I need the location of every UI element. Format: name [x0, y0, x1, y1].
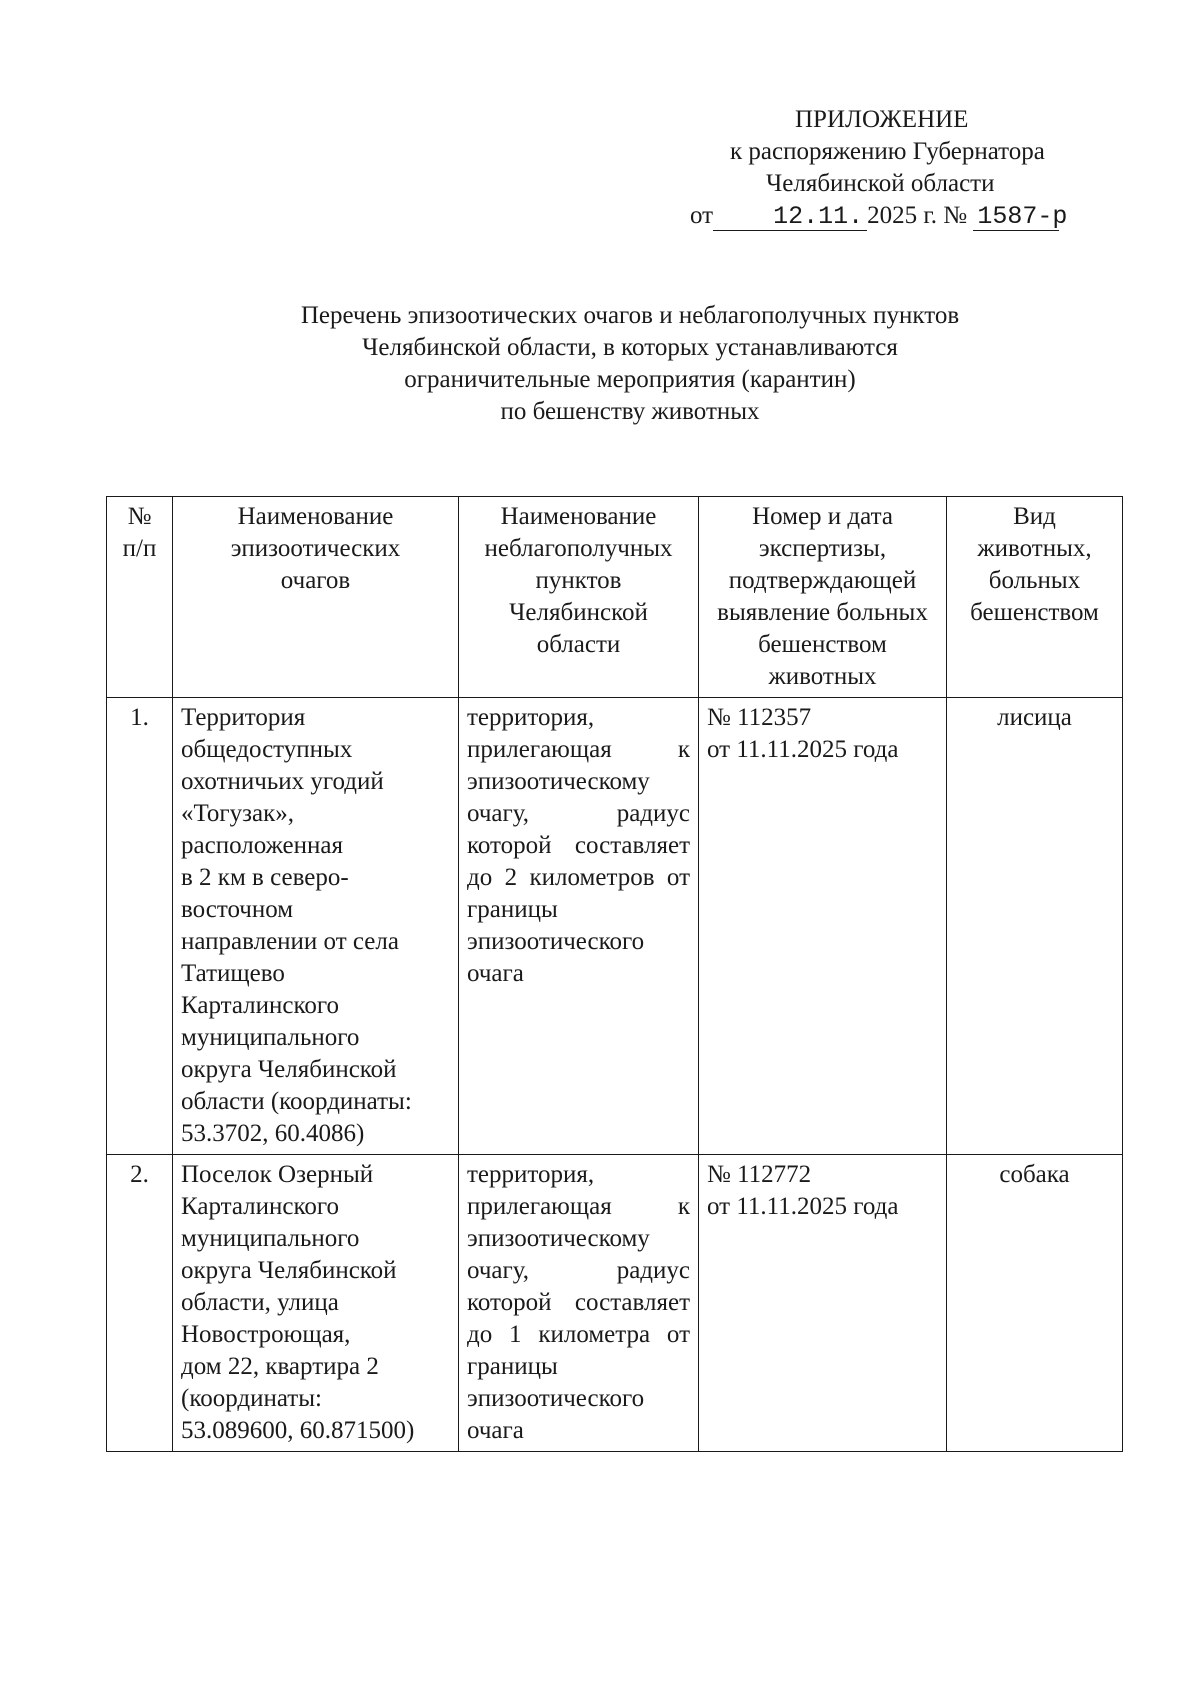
header-animal: Вид животных, больных бешенством: [947, 497, 1123, 698]
title-line-1: Перечень эпизоотических очагов и неблагополучных пунктов: [300, 302, 960, 329]
title-line-4: по бешенству животных: [500, 398, 760, 425]
row-number: 1.: [107, 698, 173, 1155]
appendix-block: [690, 104, 1110, 232]
appendix-region: Челябинской области: [766, 170, 995, 197]
date-suffix: 2025 г. №: [867, 202, 968, 229]
focus-cell: Территория общедоступных охотничьих угодий «Тогузак», расположенная в 2 км в северо- восточном направлении от села Татищево Карталинского муниципального округа Челябинской области (координаты: 53.3702, 60.4086): [173, 698, 459, 1155]
table-header-row: [107, 497, 1123, 698]
focus-cell: Поселок Озерный Карталинского муниципального округа Челябинской области, улица Новостроющая, дом 22, квартира 2 (координаты: 53.089600, 60.871500): [173, 1155, 459, 1452]
appendix-heading: ПРИЛОЖЕНИЕ: [795, 106, 969, 133]
registry-table: [106, 496, 1123, 1452]
order-number: 1587-р: [973, 204, 1059, 231]
title-line-3: ограничительные мероприятия (карантин): [404, 366, 856, 393]
appendix-subtitle: к распоряжению Губернатора: [730, 138, 1045, 165]
animal-cell: собака: [947, 1155, 1123, 1452]
header-number: № п/п: [107, 497, 173, 698]
points-cell: территория, прилегающая к эпизоотическому очагу, радиус которой составляет до 2 километров от границы эпизоотического очага: [459, 698, 699, 1155]
expertise-cell: № 112772 от 11.11.2025 года: [699, 1155, 947, 1452]
animal-cell: лисица: [947, 698, 1123, 1155]
row-number: 2.: [107, 1155, 173, 1452]
date-prefix: от: [690, 202, 714, 229]
table-row: [107, 698, 1123, 1155]
points-cell: территория, прилегающая к эпизоотическому очагу, радиус которой составляет до 1 километра от границы эпизоотического очага: [459, 1155, 699, 1452]
document-title: [180, 300, 1080, 428]
header-focus: Наименование эпизоотических очагов: [173, 497, 459, 698]
appendix-date-line: [690, 200, 1110, 232]
title-line-2: Челябинской области, в которых устанавливаются: [362, 334, 898, 361]
table-row: [107, 1155, 1123, 1452]
header-points: Наименование неблагополучных пунктов Челябинской области: [459, 497, 699, 698]
expertise-cell: № 112357 от 11.11.2025 года: [699, 698, 947, 1155]
date-value: 12.11.: [713, 204, 867, 231]
header-expertise: Номер и дата экспертизы, подтверждающей выявление больных бешенством животных: [699, 497, 947, 698]
